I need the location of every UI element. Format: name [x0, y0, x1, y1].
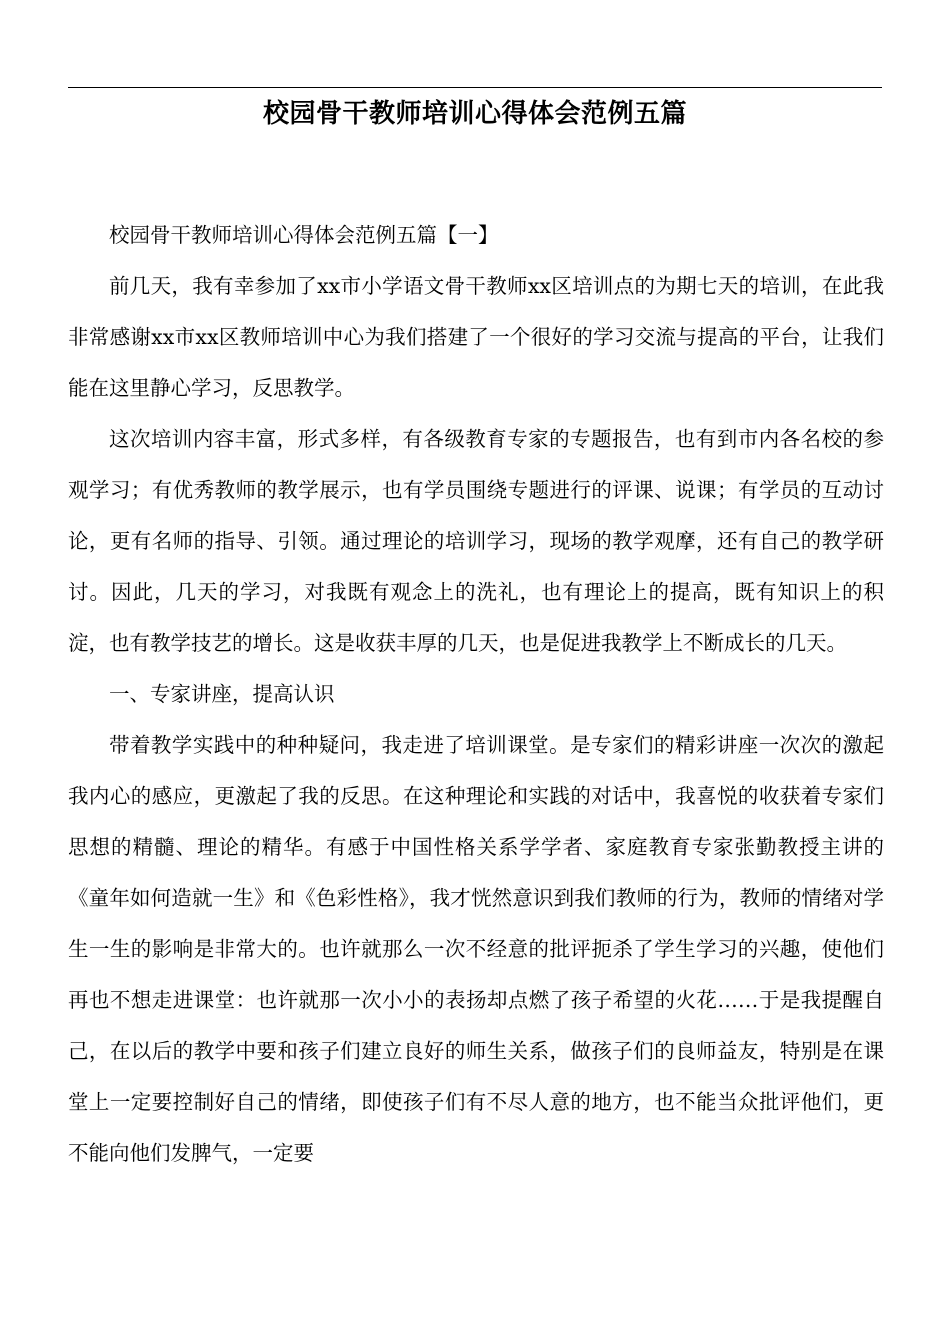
- paragraph-training-content: 这次培训内容丰富，形式多样，有各级教育专家的专题报告，也有到市内各名校的参观学习；有优秀教师的教学展示，也有学员围绕专题进行的评课、说课；有学员的互动讨论，更有名师的指导、引领。通过理论的培训学习，现场的教学观摩，还有自己的教学研讨。因此，几天的学习，对我既有观念上的洗礼，也有理论上的提高，既有知识上的积淀，也有教学技艺的增长。这是收获丰厚的几天，也是促进我教学上不断成长的几天。: [68, 427, 884, 655]
- section-heading-expert-lectures: 一、专家讲座，提高认识: [109, 682, 335, 706]
- section-heading-one: 校园骨干教师培训心得体会范例五篇【一】: [109, 223, 499, 247]
- paragraph-expert-lectures: 带着教学实践中的种种疑问，我走进了培训课堂。是专家们的精彩讲座一次次的激起我内心的感应，更激起了我的反思。在这种理论和实践的对话中，我喜悦的收获着专家们思想的精髓、理论的精华。有感于中国性格关系学学者、家庭教育专家张勤教授主讲的《童年如何造就一生》和《色彩性格》，我才恍然意识到我们教师的行为，教师的情绪对学生一生的影响是非常大的。也许就那么一次不经意的批评扼杀了学生学习的兴趣，使他们再也不想走进课堂：也许就那一次小小的表扬却点燃了孩子希望的火花……于是我提醒自己，在以后的教学中要和孩子们建立良好的师生关系，做孩子们的良师益友，特别是在课堂上一定要控制好自己的情绪，即使孩子们有不尽人意的地方，也不能当众批评他们，更不能向他们发脾气，一定要: [68, 733, 884, 1165]
- paragraph-intro: 前几天，我有幸参加了xx市小学语文骨干教师xx区培训点的为期七天的培训，在此我非常感谢xx市xx区教师培训中心为我们搭建了一个很好的学习交流与提高的平台，让我们能在这里静心学习，反思教学。: [68, 274, 884, 400]
- document-title: 校园骨干教师培训心得体会范例五篇: [262, 99, 687, 129]
- document-body: [68, 210, 884, 1179]
- header-rule: [68, 87, 882, 88]
